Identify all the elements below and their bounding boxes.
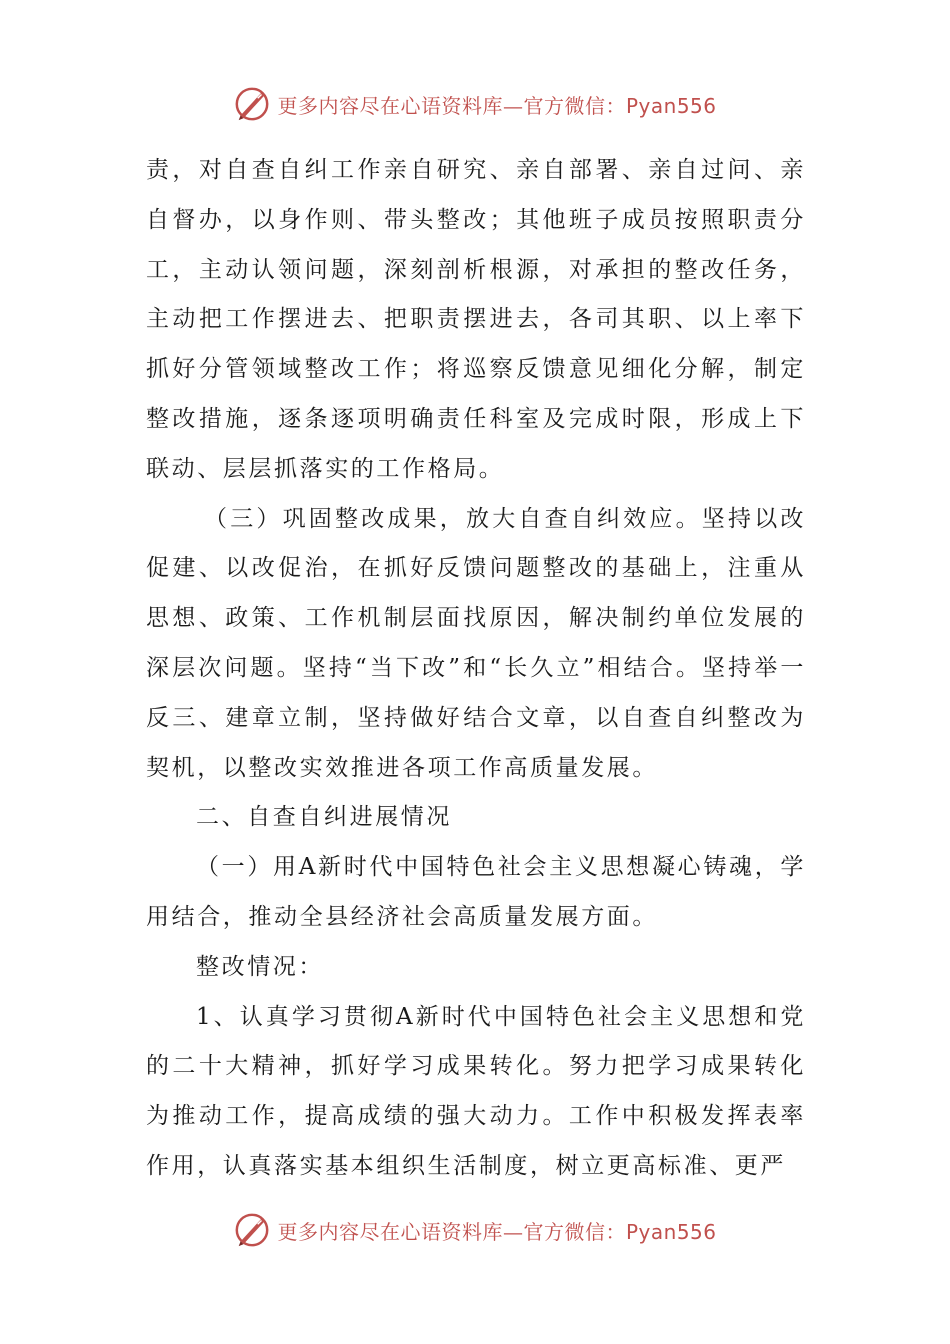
watermark-footer [0,1210,950,1250]
watermark-text: 更多内容尽在心语资料库—官方微信：Pyan556 [277,93,717,118]
pen-logo-icon [233,1211,271,1249]
paragraph-item-one: 1、认真学习贯彻A新时代中国特色社会主义思想和党的二十大精神，抓好学习成果转化。努力把学习成果转化为推动工作，提高成绩的强大动力。工作中积极发挥表率作用，认真落实基本组织生活制度，树立更高标准、更严 [146,1003,806,1179]
watermark-header [0,84,950,124]
paragraph-rectification-label: 整改情况： [196,953,324,980]
watermark-text: 更多内容尽在心语资料库—官方微信：Pyan556 [277,1219,717,1244]
pen-logo-icon [233,85,271,123]
paragraph-subsection-one: （一）用A新时代中国特色社会主义思想凝心铸魂，学用结合，推动全县经济社会高质量发展方面。 [146,854,806,930]
watermark-wechat-id: Pyan556 [625,93,717,118]
paragraph-responsibility: 责，对自查自纠工作亲自研究、亲自部署、亲自过问、亲自督办，以身作则、带头整改；其他班子成员按照职责分工，主动认领问题，深刻剖析根源，对承担的整改任务，主动把工作摆进去、把职责摆进去，各司其职、以上率下抓好分管领域整改工作；将巡察反馈意见细化分解，制定整改措施，逐条逐项明确责任科室及完成时限，形成上下联动、层层抓落实的工作格局。 [146,157,806,482]
watermark-wechat-id: Pyan556 [625,1219,717,1244]
paragraph-section-three: （三）巩固整改成果，放大自查自纠效应。坚持以改促建、以改促治，在抓好反馈问题整改的基础上，注重从思想、政策、工作机制层面找原因，解决制约单位发展的深层次问题。坚持“当下改”和“长久立”相结合。坚持举一反三、建章立制，坚持做好结合文章，以自查自纠整改为契机，以整改实效推进各项工作高质量发展。 [146,505,806,781]
document-body [146,146,806,1192]
section-heading-progress: 二、自查自纠进展情况 [196,804,452,831]
